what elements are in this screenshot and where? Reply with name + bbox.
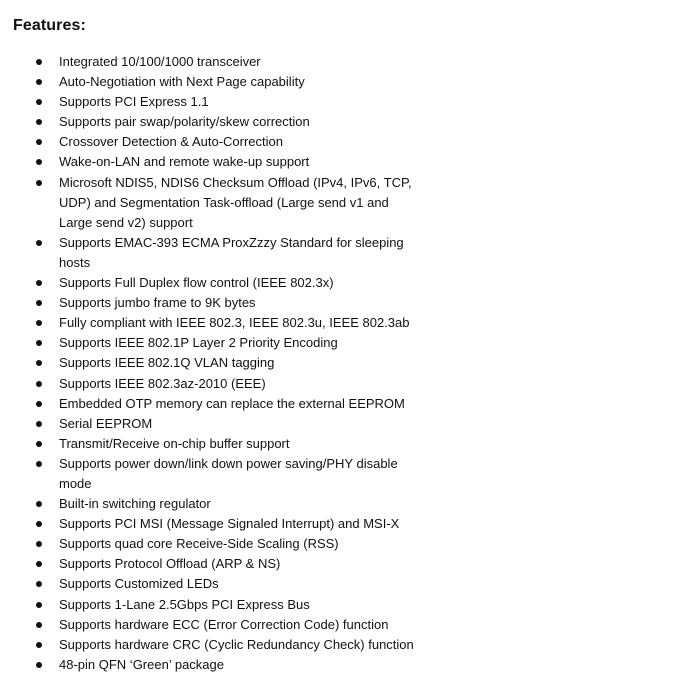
feature-item: [0, 635, 415, 655]
feature-text: Supports IEEE 802.3az-2010 (EEE): [59, 375, 266, 391]
bullet-icon: [36, 421, 42, 427]
feature-text: Supports jumbo frame to 9K bytes: [59, 295, 256, 311]
bullet-icon: [36, 139, 42, 145]
feature-item: [0, 595, 415, 615]
feature-item: [0, 514, 415, 534]
feature-item: [0, 574, 415, 594]
bullet-icon: [36, 280, 42, 286]
feature-item: [0, 494, 415, 514]
bullet-icon: [36, 622, 42, 628]
feature-text: Supports Customized LEDs: [59, 576, 219, 592]
feature-text: Supports quad core Receive-Side Scaling (RSS): [59, 536, 339, 552]
feature-item: [0, 152, 415, 172]
feature-item: [0, 333, 415, 353]
feature-item: [0, 454, 415, 494]
bullet-icon: [36, 662, 42, 668]
bullet-icon: [36, 581, 42, 587]
feature-item: [0, 233, 415, 273]
feature-item: [0, 132, 415, 152]
feature-text: Supports EMAC-393 ECMA ProxZzzy Standard for sleeping hosts: [59, 234, 404, 270]
feature-item: [0, 615, 415, 635]
feature-text: Supports pair swap/polarity/skew correction: [59, 114, 310, 130]
feature-text: Embedded OTP memory can replace the external EEPROM: [59, 395, 405, 411]
feature-item: [0, 534, 415, 554]
feature-text: Supports PCI Express 1.1: [59, 94, 209, 110]
feature-text: Wake-on-LAN and remote wake-up support: [59, 154, 310, 170]
feature-text: Fully compliant with IEEE 802.3, IEEE 802.3u, IEEE 802.3ab: [59, 315, 410, 331]
feature-text: Crossover Detection & Auto-Correction: [59, 134, 283, 150]
bullet-icon: [36, 401, 42, 407]
feature-item: [0, 273, 415, 293]
bullet-icon: [36, 240, 42, 246]
bullet-icon: [36, 501, 42, 507]
feature-item: [0, 374, 415, 394]
feature-text: Microsoft NDIS5, NDIS6 Checksum Offload (IPv4, IPv6, TCP, UDP) and Segmentation Task-offload (Large send v1 and Large send v2) support: [59, 174, 412, 230]
bullet-icon: [36, 59, 42, 65]
bullet-icon: [36, 441, 42, 447]
features-heading: Features:: [13, 17, 86, 34]
bullet-icon: [36, 521, 42, 527]
feature-item: [0, 112, 415, 132]
feature-text: Supports PCI MSI (Message Signaled Interrupt) and MSI-X: [59, 516, 400, 532]
feature-item: [0, 313, 415, 333]
bullet-icon: [36, 360, 42, 366]
bullet-icon: [36, 99, 42, 105]
bullet-icon: [36, 159, 42, 165]
feature-text: Supports IEEE 802.1P Layer 2 Priority Encoding: [59, 335, 338, 351]
feature-item: [0, 655, 415, 675]
feature-item: [0, 72, 415, 92]
bullet-icon: [36, 461, 42, 467]
bullet-icon: [36, 320, 42, 326]
feature-item: [0, 173, 415, 233]
feature-text: Supports hardware CRC (Cyclic Redundancy Check) function: [59, 636, 414, 652]
bullet-icon: [36, 180, 42, 186]
feature-text: Supports power down/link down power saving/PHY disable mode: [59, 455, 398, 491]
features-list: [0, 52, 415, 675]
feature-text: Supports IEEE 802.1Q VLAN tagging: [59, 355, 275, 371]
feature-text: Supports Full Duplex flow control (IEEE 802.3x): [59, 275, 334, 291]
feature-text: 48-pin QFN ‘Green’ package: [59, 656, 224, 672]
feature-item: [0, 414, 415, 434]
bullet-icon: [36, 79, 42, 85]
bullet-icon: [36, 602, 42, 608]
feature-text: Serial EEPROM: [59, 415, 153, 431]
feature-item: [0, 353, 415, 373]
feature-item: [0, 434, 415, 454]
feature-item: [0, 394, 415, 414]
bullet-icon: [36, 381, 42, 387]
feature-item: [0, 92, 415, 112]
feature-text: Auto-Negotiation with Next Page capability: [59, 74, 305, 90]
bullet-icon: [36, 541, 42, 547]
feature-item: [0, 293, 415, 313]
bullet-icon: [36, 340, 42, 346]
feature-text: Integrated 10/100/1000 transceiver: [59, 54, 261, 69]
bullet-icon: [36, 300, 42, 306]
feature-item: [0, 52, 415, 72]
feature-item: [0, 554, 415, 574]
feature-text: Transmit/Receive on-chip buffer support: [59, 435, 290, 451]
bullet-icon: [36, 642, 42, 648]
bullet-icon: [36, 119, 42, 125]
feature-text: Built-in switching regulator: [59, 496, 211, 512]
feature-text: Supports hardware ECC (Error Correction Code) function: [59, 616, 389, 632]
feature-text: Supports 1-Lane 2.5Gbps PCI Express Bus: [59, 596, 310, 612]
bullet-icon: [36, 561, 42, 567]
feature-text: Supports Protocol Offload (ARP & NS): [59, 556, 281, 572]
